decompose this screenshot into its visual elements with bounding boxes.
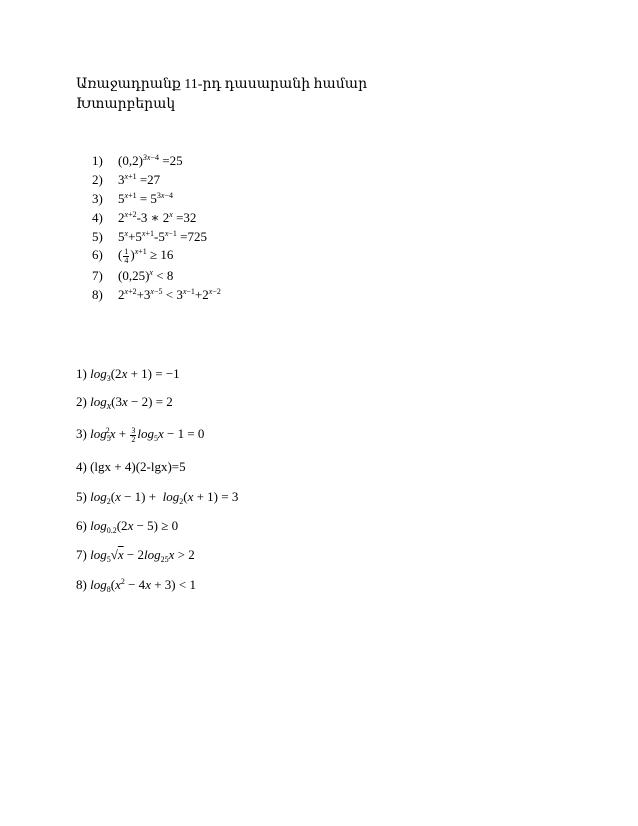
equation: $2^{x+2}+3^{x-5} < 3^{x-1}+2^{x-2}$ <box>118 287 221 302</box>
equation: $5^{x+1} = 5^{3x-4}$ <box>118 191 173 206</box>
equation: $3^{x+1} =27$ <box>118 172 161 187</box>
equation: $5^x+5^{x+1}-5^{x-1} =725$ <box>118 229 207 244</box>
equation: $\log_5^2x$ + $\frac{3}{2}$ $\log_5x - 1 = 0$ <box>90 425 205 444</box>
list-item: 1) $(0,2)^{3x-4} =25$ <box>92 153 183 168</box>
equation: $2^{x+2}-3$ ∗ $2^x =32$ <box>118 210 197 225</box>
equation: $\log_{0.2}(2x - 5) \ge 0$ <box>90 518 179 535</box>
equation: $(0,2)^{3x-4} =25$ <box>118 153 183 168</box>
equation: $\log_8(x^2 - 4x + 3) < 1$ <box>90 577 196 594</box>
equation: ( $\frac{1}{4}$ )$^{x+1}$ ≥ 16 <box>118 246 174 265</box>
equation: $\log_x(3x - 2) = 2$ <box>90 394 173 412</box>
list-item: 7) $\log_5√x - 2\log_{25}x > 2$ <box>76 547 195 564</box>
equation: $\log_2(x - 1) + \log_2(x + 1) = 3$ <box>90 489 239 506</box>
equation: $\log_3(2x + 1) = -1$ <box>90 366 180 383</box>
equation: $\log_5√x - 2\log_{25}x > 2$ <box>90 547 195 564</box>
list-item: 8) $\log_8(x^2 - 4x + 3) < 1$ <box>76 577 196 594</box>
list-item: 8) $2^{x+2}+3^{x-5} < 3^{x-1}+2^{x-2}$ <box>92 287 221 302</box>
heading-line-1: Առաջադրանք 11-րդ դասարանի համար <box>76 77 368 92</box>
list-item: 4) (lgx + 4)(2-lgx)=5 <box>76 459 186 474</box>
list-item: 3) $\log_5^2x$ + $\frac{3}{2}$ $\log_5x - 1 = 0$ <box>76 425 205 444</box>
list-item: 1) $\log_3(2x + 1) = -1$ <box>76 366 180 383</box>
list-item: 5) $\log_2(x - 1) + \log_2(x + 1) = 3$ <box>76 489 239 506</box>
list-item: 3) $5^{x+1} = 5^{3x-4}$ <box>92 191 173 206</box>
list-item: 2) $3^{x+1} =27$ <box>92 172 161 187</box>
list-item: 5) $5^x+5^{x+1}-5^{x-1} =725$ <box>92 229 207 244</box>
list-item: 4) $2^{x+2}-3$ ∗ $2^x =32$ <box>92 210 197 225</box>
heading-line-2: Խտարբերակ <box>76 97 176 112</box>
list-item: 6) $\log_{0.2}(2x - 5) \ge 0$ <box>76 518 179 535</box>
equation: (lgx + 4)(2-lgx)=5 <box>90 459 186 474</box>
equation: $(0,25)^x < 8$ <box>118 268 174 283</box>
list-item: 7) $(0,25)^x < 8$ <box>92 268 174 283</box>
list-item: 2) $\log_x(3x - 2) = 2$ <box>76 394 173 412</box>
list-item: 6) ( $\frac{1}{4}$ )$^{x+1}$ ≥ 16 <box>92 246 174 265</box>
